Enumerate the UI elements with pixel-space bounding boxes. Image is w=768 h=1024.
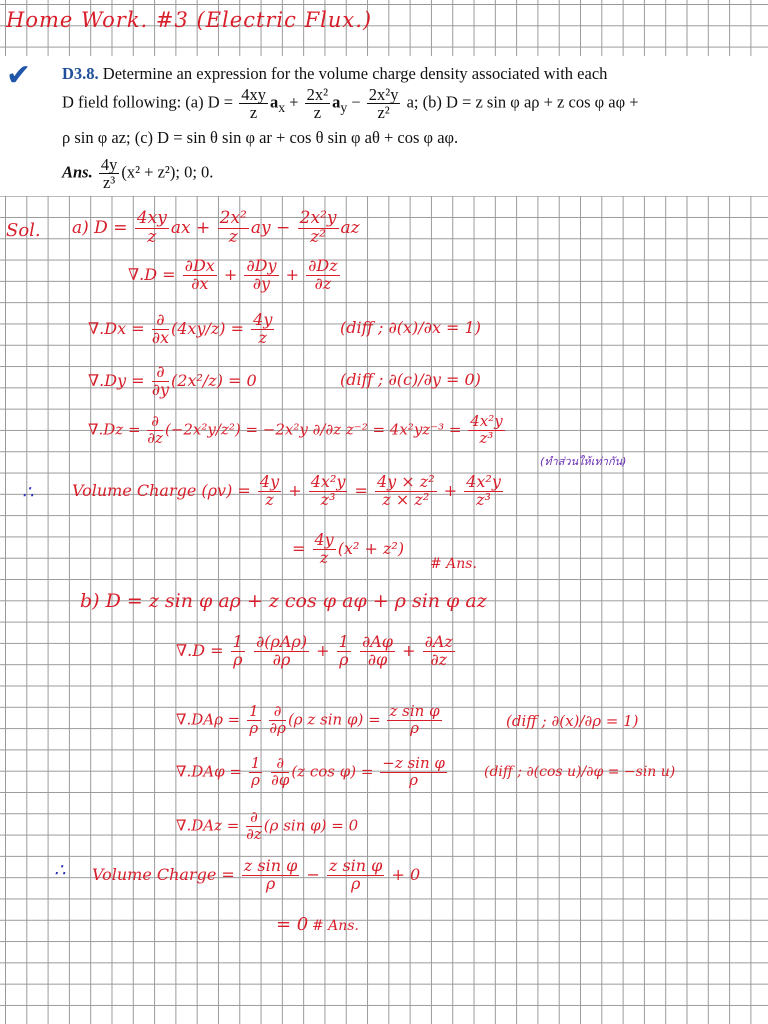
thai-note: (ทำส่วนให้เท่ากัน)	[540, 455, 627, 468]
fraction	[152, 364, 169, 399]
denominator: z	[249, 103, 258, 123]
fraction	[306, 258, 340, 293]
denominator: z³	[479, 428, 494, 447]
problem-line-2: D field following: (a) D = $\frac{4xy}{z}$ $a_x$ + $\frac{\text{2x²}}{z}$ $a_y$ − $\frac{\text{2x²y}}{\text{z²}}$ a; (b) D = z sin φ aρ + z cos φ aφ +	[62, 85, 639, 123]
denominator: ∂ρ	[272, 649, 291, 669]
denominator: ∂φ	[271, 770, 290, 789]
fraction	[218, 210, 249, 247]
operator: +	[316, 640, 330, 660]
fraction	[147, 414, 163, 447]
operator: −	[306, 864, 320, 884]
denominator: z	[147, 226, 157, 247]
fraction	[247, 704, 261, 737]
numerator: z sin φ	[243, 856, 298, 875]
fraction	[313, 532, 336, 567]
problem-id: D3.8.	[62, 64, 99, 83]
fraction	[246, 810, 262, 843]
fraction	[135, 210, 169, 247]
numerator: 4y × z²	[376, 472, 435, 491]
fraction	[239, 86, 268, 122]
divergence-b	[176, 634, 457, 669]
equation-label: ∇.Dx =	[88, 318, 145, 338]
result-b: = 0	[276, 914, 309, 935]
numerator: 1	[249, 702, 259, 720]
equals: =	[354, 480, 368, 500]
denominator: ∂z	[147, 428, 163, 447]
numerator: 2x²	[219, 208, 247, 228]
operator: +	[402, 640, 416, 660]
expression: (ρ sin φ) = 0	[263, 816, 359, 835]
problem-text-2b: a; (b) D = z sin φ aρ + z cos φ aφ +	[406, 92, 639, 112]
fraction	[249, 756, 263, 789]
numerator: 1	[232, 632, 243, 651]
denominator: z	[313, 103, 322, 123]
fraction	[231, 634, 245, 669]
fraction	[251, 312, 274, 347]
numerator: 4y	[253, 310, 273, 329]
numerator: ∂	[269, 704, 286, 721]
div-dphi-row	[176, 756, 449, 789]
numerator: z sin φ	[389, 702, 440, 720]
unit-vector: ay −	[250, 217, 291, 238]
unit-vector: a	[269, 92, 279, 112]
numerator: ∂Aφ	[361, 632, 393, 651]
numerator: ∂	[152, 364, 169, 382]
div-dy-row	[88, 364, 257, 399]
fraction	[375, 474, 437, 509]
answer-label: Ans.	[62, 162, 93, 182]
numerator: ∂Dz	[308, 256, 338, 275]
numerator: ∂Dy	[246, 256, 277, 275]
denominator: ∂x	[191, 273, 209, 293]
denominator: z	[319, 547, 329, 567]
fraction	[152, 312, 169, 347]
therefore-symbol: ∴	[22, 482, 34, 503]
note-dphi: (diff ; ∂(cos u)/∂φ = −sin u)	[484, 764, 676, 780]
checkmark-icon: ✔	[6, 58, 32, 93]
denominator: ∂z	[314, 273, 332, 293]
denominator: ρ	[339, 649, 349, 669]
fraction	[380, 756, 447, 789]
numerator: 2x²y	[299, 208, 337, 228]
unit-vector: ax +	[170, 217, 211, 238]
fraction	[269, 704, 286, 737]
numerator: 2x²y	[368, 85, 399, 104]
fraction	[254, 634, 309, 669]
problem-text-2a: D field following: (a) D =	[62, 92, 234, 112]
fraction	[464, 474, 503, 509]
divergence-a: ∇.D = $\frac{\partial Dx}{\partial x}$ + $\frac{\partial Dy}{\partial y}$ + $\frac{\partial Dz}{\partial z}$	[128, 256, 338, 293]
fraction	[423, 634, 455, 669]
expression: (−2x²y/z²) = −2x²y ∂/∂z z⁻² = 4x²yz⁻³ =	[164, 420, 462, 439]
fraction	[337, 634, 351, 669]
denominator: z³	[102, 173, 116, 193]
operator: +	[443, 480, 458, 500]
numerator: 4xy	[241, 85, 266, 104]
volume-charge-b	[92, 858, 420, 893]
denominator: ρ	[265, 873, 276, 893]
denominator: z × z²	[382, 489, 430, 509]
denominator: ρ	[233, 649, 243, 669]
equals: =	[230, 318, 245, 338]
fraction	[327, 858, 384, 893]
equals: =	[292, 538, 306, 558]
fraction	[183, 258, 217, 293]
numerator: 4x²y	[466, 472, 501, 491]
denominator: ∂x	[151, 327, 169, 347]
denominator: ∂z	[430, 649, 448, 669]
equation-label: ∇.DAφ =	[176, 762, 242, 781]
denominator: z²	[377, 103, 390, 123]
denominator: ∂ρ	[269, 718, 286, 737]
fraction	[468, 414, 505, 447]
expression: (x² + z²)	[337, 538, 405, 558]
expression: (z cos φ)	[291, 762, 357, 781]
denominator: z	[265, 489, 274, 509]
denominator: ∂φ	[367, 649, 388, 669]
numerator: 4y	[259, 472, 280, 491]
denominator: z³	[476, 489, 491, 509]
fraction	[387, 704, 441, 737]
equation-label: ∇.Dz =	[88, 420, 141, 439]
div-drho-row	[176, 704, 444, 737]
denominator: ∂y	[252, 273, 271, 293]
answer-mark-a: # Ans.	[430, 556, 477, 572]
expression: (ρ z sin φ)	[287, 710, 364, 729]
unit-vector: az	[340, 217, 360, 238]
operator: + 0	[391, 864, 421, 884]
equation-label: Volume Charge	[92, 864, 217, 884]
equals: =	[221, 864, 235, 884]
operator: +	[288, 480, 302, 500]
denominator: z³	[320, 489, 336, 509]
numerator: −z sin φ	[382, 754, 445, 772]
denominator: z	[228, 226, 238, 247]
fraction	[244, 258, 278, 293]
fraction	[258, 474, 281, 509]
div-dz-b-row	[176, 810, 358, 843]
numerator: 4y	[100, 155, 118, 174]
fraction	[242, 858, 299, 893]
numerator: ∂	[152, 312, 169, 330]
equals: =	[360, 762, 374, 781]
equation-label: ∇.D =	[176, 640, 224, 660]
numerator: 4y	[314, 530, 334, 549]
equals: = 0	[228, 370, 257, 390]
fraction	[309, 474, 348, 509]
numerator: 1	[338, 632, 349, 651]
therefore-symbol-b: ∴	[54, 860, 66, 881]
numerator: ∂	[147, 414, 163, 431]
denominator: ∂z	[246, 824, 262, 843]
numerator: 2x²	[306, 85, 329, 104]
equation-label: ∇.DAz =	[176, 816, 240, 835]
numerator: z sin φ	[328, 856, 383, 875]
problem-answer	[62, 156, 213, 192]
denominator: ρ	[409, 770, 418, 789]
fraction	[360, 634, 395, 669]
fraction	[99, 156, 120, 192]
equation-label: ∇.Dy =	[88, 370, 145, 390]
part-b-definition: b) D = z sin φ aρ + z cos φ aφ + ρ sin φ az	[80, 590, 487, 612]
problem-line-3: ρ sin φ az; (c) D = sin θ sin φ ar + cos θ sin φ aθ + cos φ aφ.	[62, 128, 459, 147]
note-dx: (diff ; ∂(x)/∂x = 1)	[340, 318, 481, 337]
numerator: 4xy	[136, 208, 167, 228]
numerator: ∂	[246, 810, 262, 827]
unit-vector: a	[332, 92, 341, 112]
denominator: z	[258, 327, 267, 347]
fraction	[305, 86, 330, 122]
equation-label: Volume Charge (ρv) =	[72, 480, 251, 500]
expression: (2x²/z)	[171, 370, 223, 390]
denominator: ρ	[249, 718, 259, 737]
numerator: 4x²y	[310, 472, 346, 491]
denominator: z²	[310, 226, 326, 247]
problem-text-1: Determine an expression for the volume charge density associated with each	[102, 64, 608, 83]
equation-label: ∇.DAρ =	[176, 710, 241, 729]
page-title: Home Work. #3 (Electric Flux.)	[6, 8, 373, 32]
numerator: ∂	[271, 756, 289, 773]
denominator: ρ	[410, 718, 419, 737]
numerator: ∂Az	[424, 632, 453, 651]
expression: (4xy/z)	[171, 318, 226, 338]
denominator: ∂y	[151, 379, 170, 399]
answer-mark-b: # Ans.	[312, 918, 359, 934]
numerator: 4x²y	[470, 412, 503, 430]
equation-label: ∇.D =	[128, 264, 176, 284]
answer-text: (x² + z²); 0; 0.	[121, 162, 214, 182]
result-a	[292, 532, 404, 567]
sol-label: Sol.	[6, 220, 41, 241]
div-dx-row	[88, 312, 276, 347]
div-dz-row	[88, 414, 507, 447]
note-dy: (diff ; ∂(c)/∂y = 0)	[340, 370, 481, 389]
part-a-definition	[72, 210, 360, 247]
fraction	[367, 86, 401, 122]
problem-line-1	[62, 64, 607, 84]
problem-card	[0, 56, 768, 196]
volume-charge-a	[72, 474, 505, 509]
fraction	[298, 210, 339, 247]
numerator: ∂Dx	[184, 256, 215, 275]
part-a-label: a) D =	[72, 217, 128, 238]
fraction	[271, 756, 289, 789]
numerator: 1	[250, 754, 261, 772]
equals: =	[368, 710, 381, 729]
denominator: ρ	[251, 770, 260, 789]
numerator: ∂(ρAρ)	[255, 632, 308, 651]
note-drho: (diff ; ∂(x)/∂ρ = 1)	[506, 712, 639, 730]
denominator: ρ	[350, 873, 361, 893]
